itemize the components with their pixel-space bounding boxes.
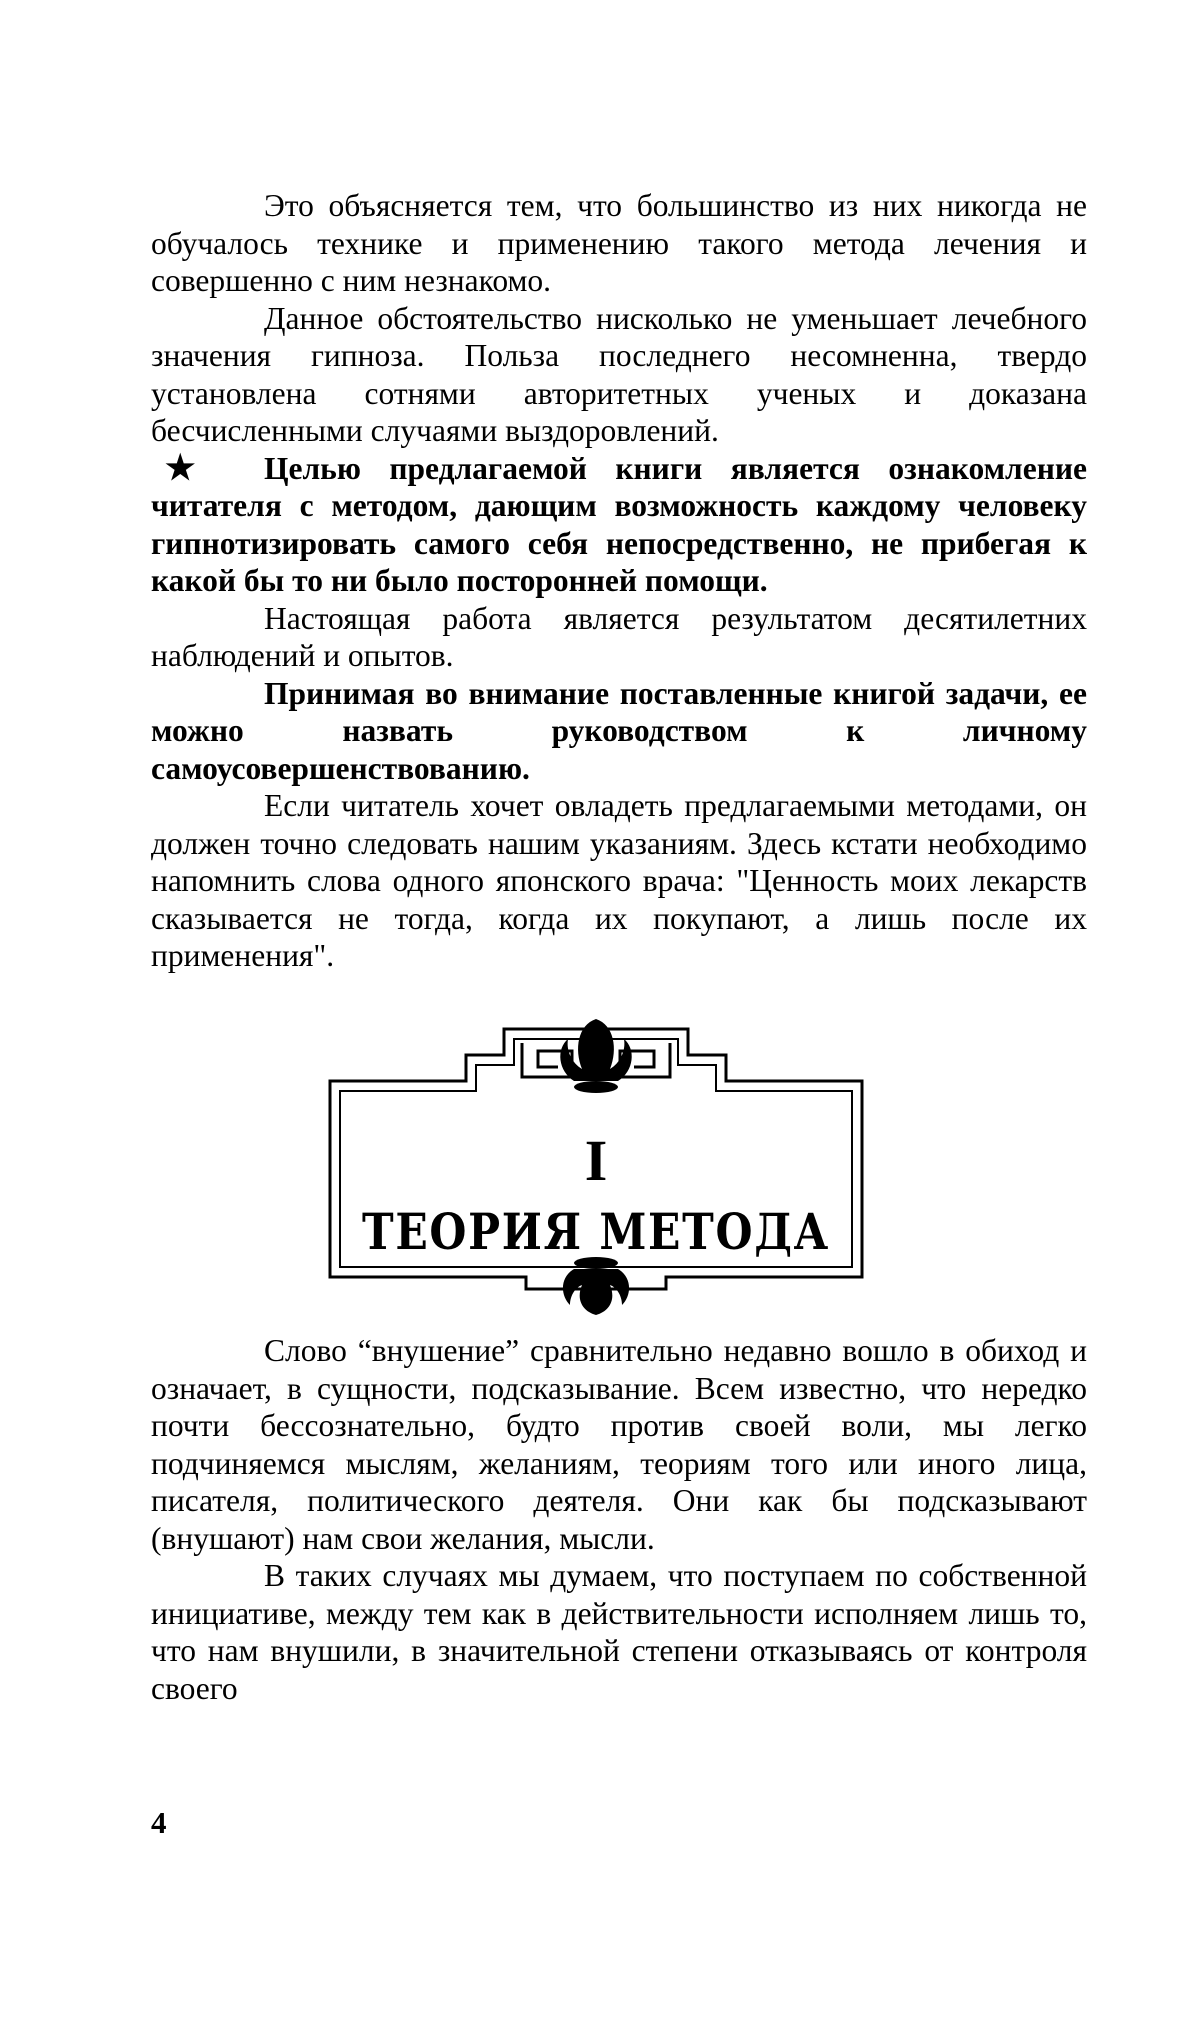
page-number: 4 (151, 1805, 167, 1840)
paragraph: Слово “внушение” сравнительно недавно вошло в обиход и означает, в сущности, подсказывание. Всем известно, что нередко почти бессознательно, будто против своей воли, мы легко подчиняемся мыслям, желаниям, теориям того или иного лица, писателя, политического деятеля. Они как бы подсказывают (внушают) нам свои желания, мысли. (151, 1333, 1087, 1556)
chapter-number: I (584, 1128, 608, 1193)
chapter-title: ТЕОРИЯ МЕТОДА (362, 1202, 830, 1261)
key-statement-paragraph (151, 450, 1087, 600)
paragraph: Если читатель хочет овладеть предлагаемыми методами, он должен точно следовать нашим указаниям. Здесь кстати необходимо напомнить слова одного японского врача: "Ценность моих лекарств сказывается не тогда, когда их покупают, а лишь после их применения". (151, 788, 1087, 973)
palmette-icon (563, 1257, 629, 1315)
paragraph: Это объясняется тем, что большинство из них никогда не обучалось технике и применению такого метода лечения и совершенно с ним незнакомо. (151, 188, 1087, 298)
paragraph: В таких случаях мы думаем, что поступаем по собственной инициативе, между тем как в действительности исполняем лишь то, что нам внушили, в значительной степени отказываясь от контроля своего (151, 1558, 1087, 1706)
bold-paragraph: Принимая во внимание поставленные книгой задачи, ее можно назвать руководством к личному самоусовершенствованию. (151, 675, 1087, 786)
chapter-heading-ornament (326, 1015, 866, 1315)
text-block-top (151, 187, 1087, 975)
paragraph: Настоящая работа является результатом десятилетних наблюдений и опытов. (151, 600, 1087, 673)
star-icon: ★ (165, 449, 196, 487)
paragraph: Данное обстоятельство нисколько не уменьшает лечебного значения гипноза. Польза последнего несомненна, твердо установлена сотнями авторитетных ученых и доказана бесчисленными случаями выздоровлений. (151, 300, 1087, 448)
text-block-bottom (151, 1332, 1087, 1707)
key-statement-text: Целью предлагаемой книги является ознакомление читателя с методом, дающим возможность каждому человеку гипнотизировать самого себя непосредственно, не прибегая к какой бы то ни было посторонней помощи. (151, 450, 1087, 598)
